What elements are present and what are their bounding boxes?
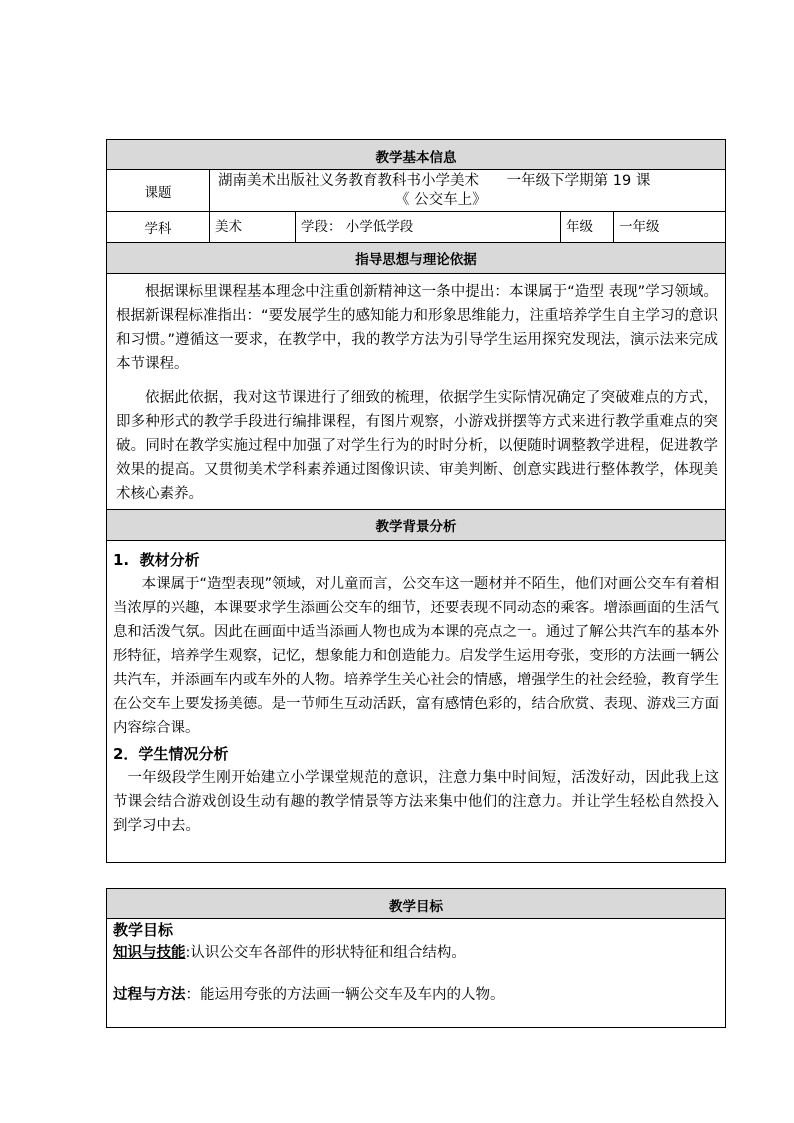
grade-value: 一年级 [619, 219, 660, 235]
subject-value: 美术 [210, 212, 296, 242]
topic-row [107, 170, 725, 212]
student-heading: 2．学生情况分析 [113, 745, 229, 763]
process-text: ：能运用夸张的方法画一辆公交车及车内的人物。 [185, 987, 505, 1003]
knowledge-text: :认识公交车各部件的形状特征和组合结构。 [185, 945, 466, 961]
background-header-text: 教学背景分析 [375, 519, 457, 535]
goals-content [107, 919, 725, 1007]
grade-label: 年级 [561, 212, 614, 242]
background-content [107, 541, 725, 838]
knowledge-line [113, 941, 719, 965]
subject-row [107, 212, 725, 243]
basic-info-header [107, 140, 725, 170]
guiding-content [107, 274, 725, 510]
topic-line-1: 湖南美术出版社义务教育教科书小学美术 一年级下学期第 19 课 [218, 173, 651, 189]
stage-value: 学段： 小学低学段 [296, 212, 561, 242]
goals-header [107, 889, 725, 919]
background-header [107, 510, 725, 541]
topic-value [210, 170, 725, 211]
guiding-header [107, 243, 725, 274]
teaching-goals-table [106, 888, 726, 1028]
material-heading: 1. 教材分析 [113, 551, 200, 569]
topic-label: 课题 [107, 170, 210, 211]
guiding-header-text: 指导思想与理论依据 [355, 252, 477, 268]
guiding-paragraph-1: 根据课标里课程基本理念中注重创新精神这一条中提出：本课属于“造型 表现”学习领域。根据新课程标准指出：“要发展学生的感知能力和形象思维能力，注重培养学生自主学习的意识和习惯。”遵循这一要求，在教学中，我的教学方法为引导学生运用探究发现法，演示法来完成本节课程。 [116, 284, 719, 372]
goals-heading: 教学目标 [113, 921, 174, 939]
goals-header-text: 教学目标 [389, 899, 443, 915]
subject-label: 学科 [107, 212, 210, 242]
student-text: 一年级段学生刚开始建立小学课堂规范的意识，注意力集中时间短，活泼好动，因此我上这节课会结合游戏创设生动有趣的教学情景等方法来集中他们的注意力。并让学生轻松自然投入到学习中去。 [113, 770, 719, 834]
basic-info-header-text: 教学基本信息 [375, 150, 457, 166]
process-line [113, 983, 719, 1007]
process-label: 过程与方法 [113, 987, 186, 1003]
knowledge-label: 知识与技能 [113, 945, 186, 961]
lesson-info-table [106, 139, 726, 863]
guiding-paragraph-2: 依据此依据，我对这节课进行了细致的梳理，依据学生实际情况确定了突破难点的方式，即多种形式的教学手段进行编排课程，有图片观察，小游戏拼摆等方式来进行教学重难点的突破。同时在教学实施过程中加强了对学生行为的时时分析，以便随时调整教学进程，促进教学效果的提高。又贯彻美术学科素养通过图像识读、审美判断、创意实践进行整体教学，体现美术核心素养。 [116, 390, 718, 502]
topic-line-2: 《 公交车上》 [395, 192, 487, 208]
material-text: 本课属于“造型表现”领域，对儿童而言，公交车这一题材并不陌生，他们对画公交车有着相当浓厚的兴趣，本课要求学生添画公交车的细节，还要表现不同动态的乘客。增添画面的生活气息和活泼气氛。因此在画面中适当添画人物也成为本课的亮点之一。通过了解公共汽车的基本外形特征，培养学生观察，记忆，想象能力和创造能力。启发学生运用夸张，变形的方法画一辆公共汽车，并添画车内或车外的人物。培养学生关心社会的情感，增强学生的社会经验，教育学生在公交车上要发扬美德。是一节师生互动活跃，富有感情色彩的，结合欣赏、表现、游戏三方面内容综合课。 [113, 576, 719, 736]
